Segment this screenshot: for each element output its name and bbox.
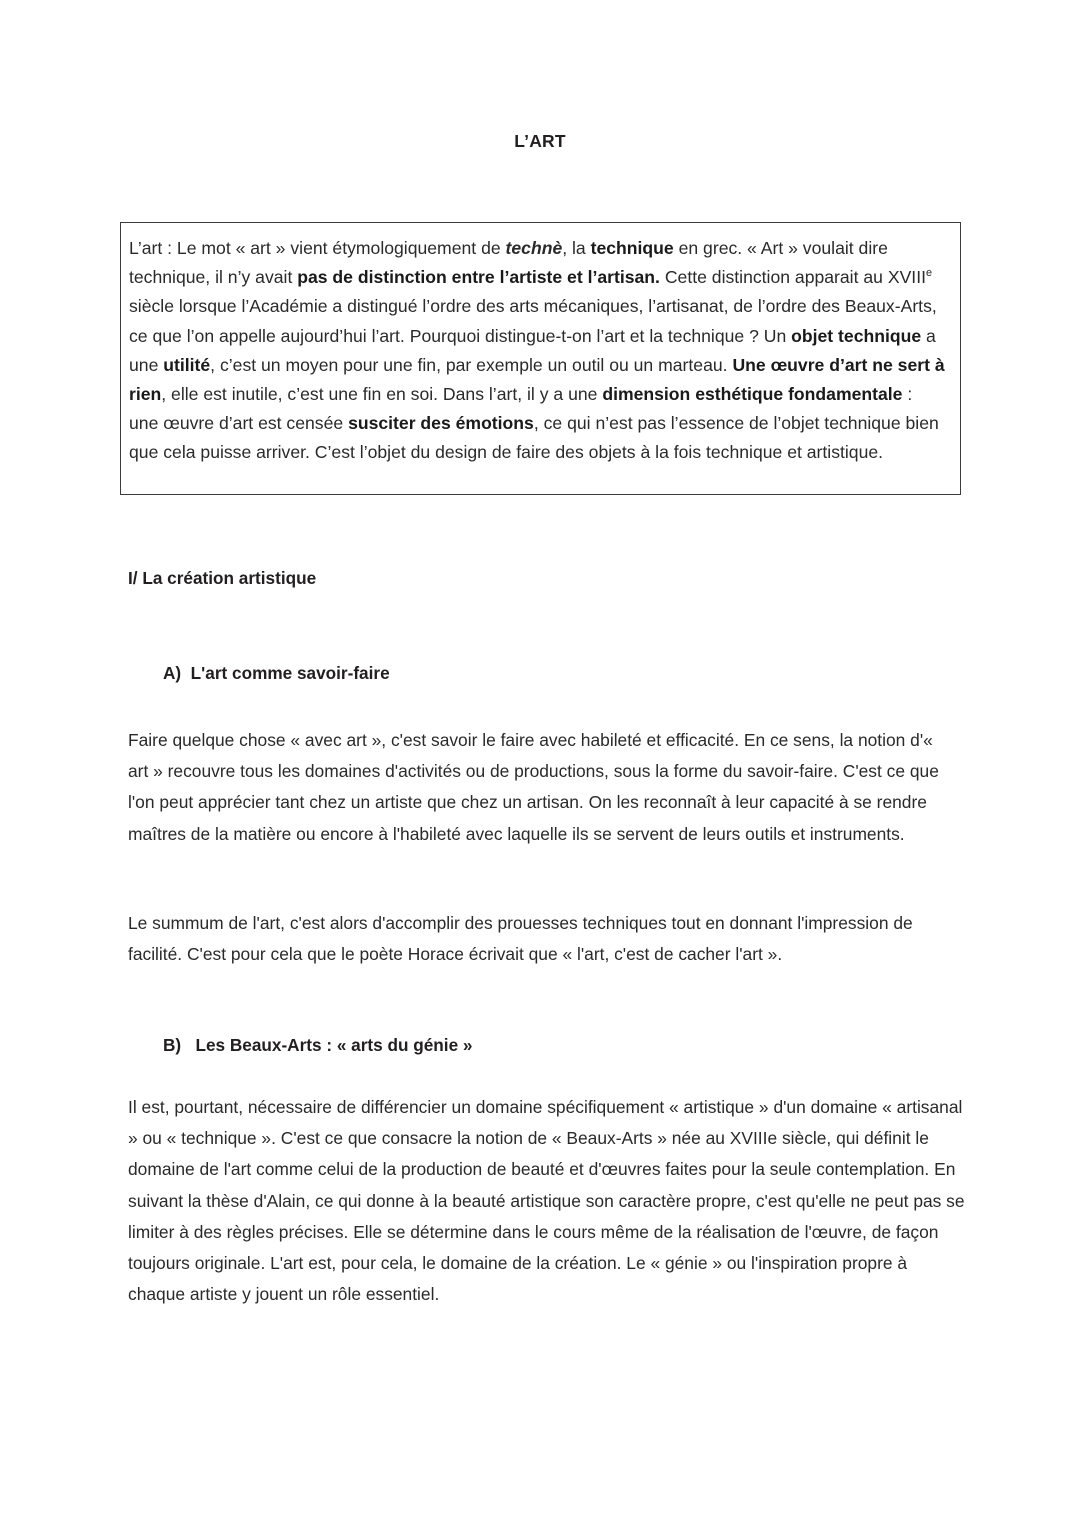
paragraph-a-1: Faire quelque chose « avec art », c'est savoir le faire avec habileté et efficacité. En ce sens, la notion d'« art » recouvre tous les domaines d'activités ou de productions, sous la forme du savoir-faire. C'est ce que l'on peut apprécier tant chez un artiste que chez un artisan. On les reconnaît à leur capacité à se rendre maîtres de la matière ou encore à l'habileté avec laquelle ils se servent de leurs outils et instruments.	[128, 730, 939, 844]
subsection-heading-b: B) Les Beaux-Arts : « arts du génie »	[163, 1035, 473, 1055]
definition-segment-18: , ce qui n’est pas l’essence de l’objet technique bien que cela puisse arriver. C’est l’objet du design de faire des objets à la fois technique et artistique.	[129, 413, 939, 463]
definition-segment-16: : une œuvre d’art est censée	[129, 384, 913, 434]
definition-emphasis-oeuvre-ne-sert-a-rien: Une œuvre d’art ne sert à rien	[129, 354, 945, 405]
definition-segment-6: Cette distinction apparait au XVIII	[659, 267, 926, 288]
definition-segment-4: en grec. « Art » voulait dire technique, il n’y avait	[129, 238, 888, 288]
section-heading-part-1: I/ La création artistique	[128, 568, 317, 588]
definition-callout-text	[129, 234, 946, 468]
paragraph-b-1: Il est, pourtant, nécessaire de différencier un domaine spécifiquement « artistique » d'un domaine « artisanal » ou « technique ». C'est ce que consacre la notion de « Beaux-Arts » née au XVIIIe siècle, qui définit le domaine de l'art comme celui de la production de beauté et d'œuvres faites pour la seule contemplation. En suivant la thèse d'Alain, ce qui donne à la beauté artistique son caractère propre, c'est qu'elle ne peut pas se limiter à des règles précises. Elle se détermine dans le cours même de la réalisation de l'œuvre, de façon toujours originale. L'art est, pour cela, le domaine de la création. Le « génie » ou l'inspiration propre à chaque artiste y jouent un rôle essentiel.	[128, 1097, 965, 1305]
definition-callout-box	[120, 222, 961, 495]
definition-term-techne: technè	[505, 238, 563, 258]
definition-term-susciter-emotions: susciter des émotions	[348, 413, 534, 434]
subsection-heading-a: A) L'art comme savoir-faire	[163, 663, 390, 683]
definition-segment-14: , elle est inutile, c’est une fin en soi. Dans l’art, il y a une	[161, 384, 603, 405]
definition-segment-12: , c’est un moyen pour une fin, par exemple un outil ou un marteau.	[210, 354, 733, 375]
ordinal-superscript-e: e	[925, 267, 933, 280]
page-title: L’ART	[514, 131, 566, 151]
paragraph-a-2: Le summum de l'art, c'est alors d'accomplir des prouesses techniques tout en donnant l'impression de facilité. C'est pour cela que le poète Horace écrivait que « l'art, c'est de cacher l'art ».	[128, 913, 913, 965]
definition-term-dimension-esthetique: dimension esthétique fondamentale	[602, 384, 903, 405]
definition-segment-10: a une	[129, 325, 936, 375]
definition-term-utilite: utilité	[163, 354, 211, 375]
definition-segment-0: L’art : Le mot « art » vient étymologiquement de	[129, 238, 506, 258]
definition-term-objet-technique: objet technique	[791, 325, 922, 346]
definition-emphasis-distinction: pas de distinction entre l’artiste et l’artisan.	[297, 267, 660, 288]
definition-segment-8: siècle lorsque l’Académie a distingué l’ordre des arts mécaniques, l’artisanat, de l’ordre des Beaux-Arts, ce que l’on appelle aujourd’hui l’art. Pourquoi distingue-t-on l’art et la technique ? Un	[129, 296, 937, 346]
definition-term-technique: technique	[590, 238, 674, 258]
definition-segment-2: , la	[562, 238, 591, 258]
